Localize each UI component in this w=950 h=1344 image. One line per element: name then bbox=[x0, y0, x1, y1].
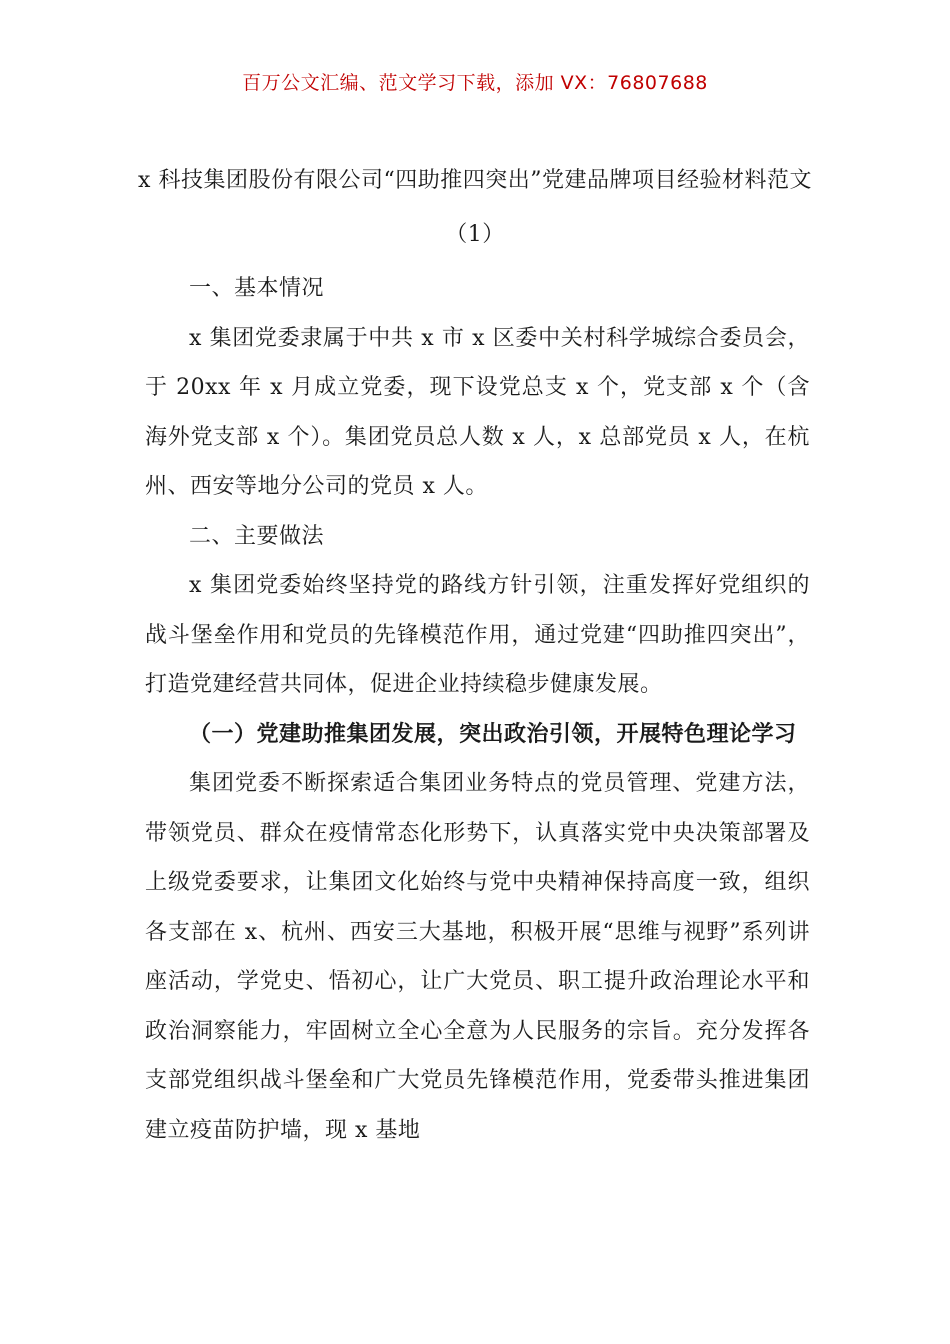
paragraph-main-practices: x 集团党委始终坚持党的路线方针引领，注重发挥好党组织的战斗堡垒作用和党员的先锋模范作用，通过党建“四助推四突出”，打造党建经营共同体，促进企业持续稳步健康发展。 bbox=[145, 573, 810, 697]
section-heading-main-practices: 二、主要做法 bbox=[189, 523, 325, 549]
paragraph-basic-info: x 集团党委隶属于中共 x 市 x 区委中关村科学城综合委员会，于 20xx 年 x 月成立党委，现下设党总支 x 个，党支部 x 个（含海外党支部 x 个）。集团党员总人数 x 人，x 总部党员 x 人，在杭州、西安等地分公司的党员 x 人。 bbox=[145, 325, 810, 499]
subsection-heading-1: （一）党建助推集团发展，突出政治引领，开展特色理论学习 bbox=[189, 721, 797, 747]
document-title: x 科技集团股份有限公司“四助推四突出”党建品牌项目经验材料范文（1） bbox=[138, 168, 812, 247]
section-heading-basic-info: 一、基本情况 bbox=[189, 276, 325, 301]
paragraph-subsection-1: 集团党委不断探索适合集团业务特点的党员管理、党建方法，带领党员、群众在疫情常态化形势下，认真落实党中央决策部署及上级党委要求，让集团文化始终与党中央精神保持高度一致，组织各支部在 x、杭州、西安三大基地，积极开展“思维与视野”系列讲座活动，学党史、悟初心，让广大党员、职工提升政治理论水平和政治洞察能力，牢固树立全心全意为人民服务的宗旨。充分发挥各支部党组织战斗堡垒和广大党员先锋模范作用，党委带头推进集团建立疫苗防护墙，现 x 基地 bbox=[145, 771, 810, 1143]
document-body bbox=[145, 264, 810, 1155]
header-banner: 百万公文汇编、范文学习下载，添加 VX：76807688 bbox=[242, 72, 708, 94]
